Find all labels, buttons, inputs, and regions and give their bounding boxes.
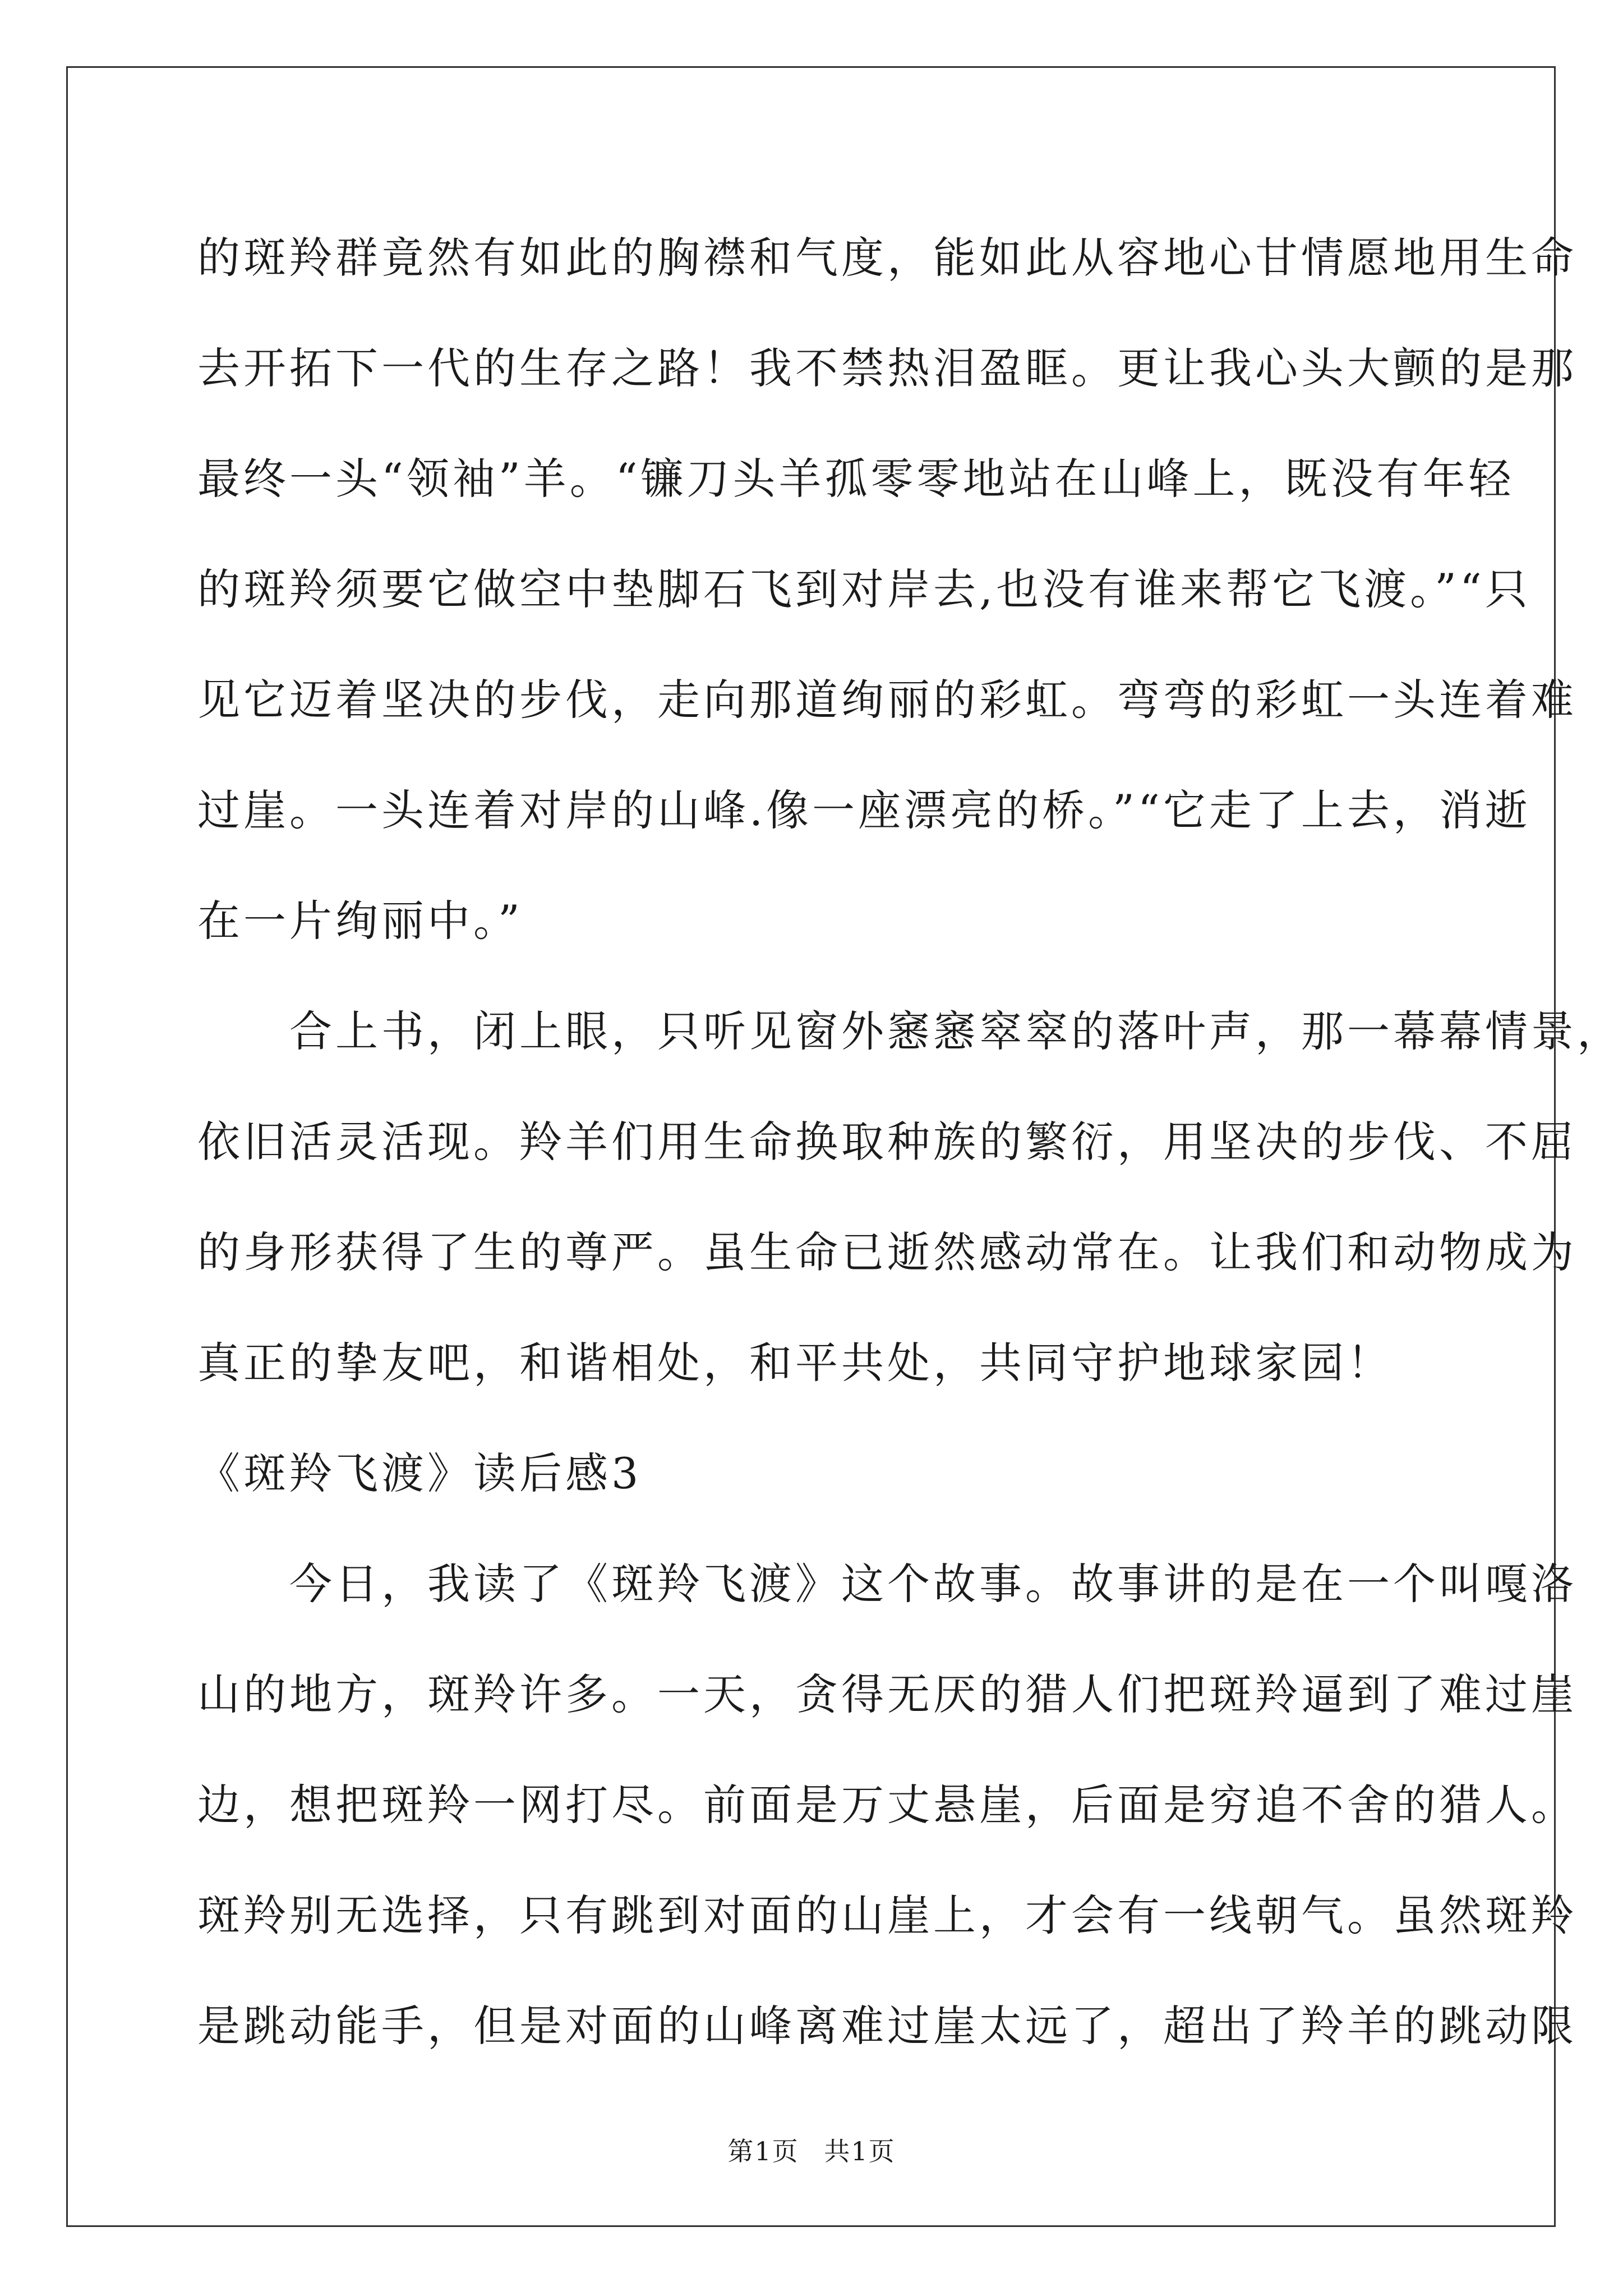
text-line: 是跳动能手，但是对面的山峰离难过崖太远了，超出了羚羊的跳动限 — [197, 2001, 1577, 2051]
text-line: 去开拓下一代的生存之路！我不禁热泪盈眶。更让我心头大颤的是那 — [197, 343, 1577, 393]
text-line: 真正的挚友吧，和谐相处，和平共处，共同守护地球家园！ — [197, 1338, 1393, 1388]
text-line: 斑羚别无选择，只有跳到对面的山崖上，才会有一线朝气。虽然斑羚 — [197, 1890, 1577, 1940]
page-number: 第1页 — [727, 2136, 799, 2166]
text-line: 依旧活灵活现。羚羊们用生命换取种族的繁衍，用坚决的步伐、不屈 — [197, 1117, 1577, 1167]
page-footer — [0, 2134, 1623, 2168]
text-line: 山的地方，斑羚许多。一天，贪得无厌的猎人们把斑羚逼到了难过崖 — [197, 1669, 1577, 1719]
text-line: 的斑羚须要它做空中垫脚石飞到对岸去,也没有谁来帮它飞渡。”“只 — [197, 564, 1531, 614]
text-line: 的身形获得了生的尊严。虽生命已逝然感动常在。让我们和动物成为 — [197, 1227, 1577, 1277]
text-line: 的斑羚群竟然有如此的胸襟和气度，能如此从容地心甘情愿地用生命 — [197, 233, 1577, 283]
text-line: 在一片绚丽中。” — [197, 896, 523, 946]
text-line: 过崖。一头连着对岸的山峰.像一座漂亮的桥。”“它走了上去，消逝 — [197, 785, 1531, 835]
text-line: 今日，我读了《斑羚飞渡》这个故事。故事讲的是在一个叫嘎洛 — [197, 1559, 1577, 1609]
text-line: 最终一头“领袖”羊。“镰刀头羊孤零零地站在山峰上，既没有年轻 — [197, 454, 1515, 504]
text-line: 见它迈着坚决的步伐，走向那道绚丽的彩虹。弯弯的彩虹一头连着难 — [197, 675, 1577, 725]
document-body — [197, 219, 1623, 2097]
text-line: 边，想把斑羚一网打尽。前面是万丈悬崖，后面是穷追不舍的猎人。 — [197, 1780, 1577, 1830]
text-line: 合上书，闭上眼，只听见窗外窸窸窣窣的落叶声，那一幕幕情景， — [197, 1006, 1623, 1056]
page-total: 共1页 — [824, 2136, 896, 2166]
section-heading: 《斑羚飞渡》读后感3 — [197, 1448, 642, 1498]
